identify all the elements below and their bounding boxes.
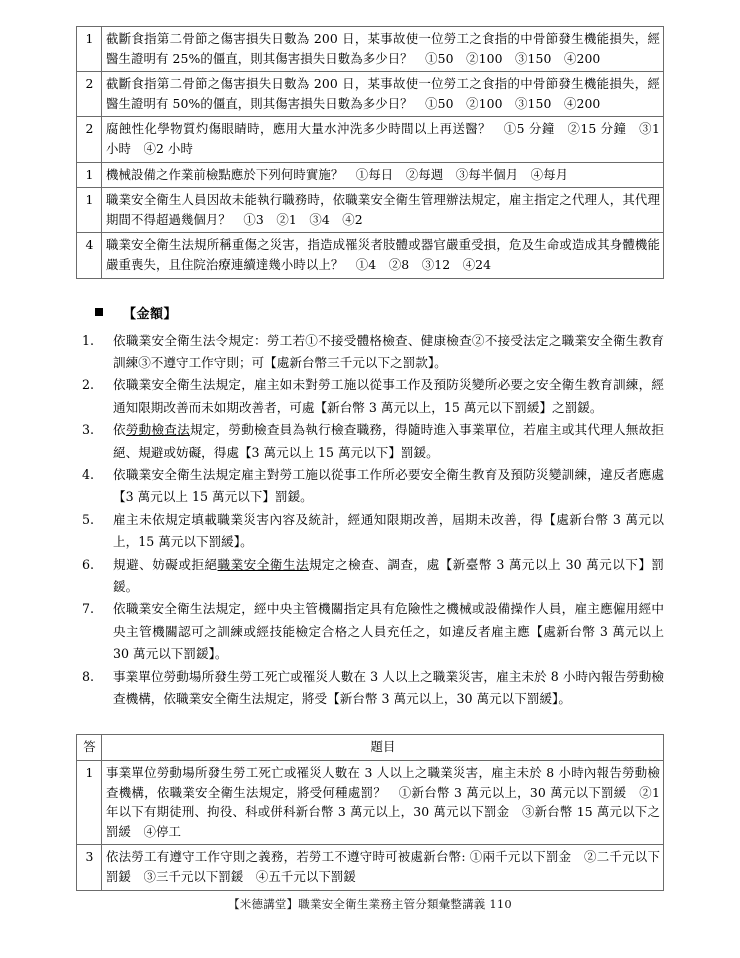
list-item bbox=[76, 374, 664, 419]
list-item-number: 3. bbox=[82, 422, 95, 438]
text-run: 規避、妨礙或拒絕 bbox=[113, 556, 218, 572]
list-item-number: 6. bbox=[82, 556, 95, 572]
list-item-text bbox=[113, 601, 664, 661]
list-item-number: 5. bbox=[82, 511, 95, 527]
top-question-table-body bbox=[77, 27, 664, 279]
square-bullet-icon bbox=[95, 308, 103, 316]
amount-list bbox=[76, 330, 664, 711]
table-row bbox=[77, 72, 664, 117]
list-item-text bbox=[113, 467, 664, 504]
bottom-question-table-body bbox=[77, 735, 664, 890]
answer-cell: 2 bbox=[77, 117, 102, 162]
text-run: 依職業安全衛生法規定，雇主如未對勞工施以從事工作及預防災變所必要之安全衛生教育訓練，經通知限期改善而未如期改善者，可處【新台幣 3 萬元以上，15 萬元以下罰緩】之罰鍰。 bbox=[113, 377, 664, 415]
question-cell: 職業安全衛生人員因故未能執行職務時，依職業安全衛生管理辦法規定，雇主指定之代理人，其代理期間不得超過幾個月？ ①3 ②1 ③4 ④2 bbox=[102, 188, 664, 233]
list-item-text bbox=[113, 422, 664, 459]
list-item-number: 1. bbox=[82, 332, 95, 348]
table-row bbox=[77, 188, 664, 233]
bottom-question-table bbox=[76, 734, 664, 890]
list-item bbox=[76, 554, 664, 599]
question-cell: 事業單位勞動場所發生勞工死亡或罹災人數在 3 人以上之職業災害，雇主未於 8 小時內報告勞動檢查機構，依職業安全衛生法規定，將受何種處罰？ ①新台幣 3 萬元以上，30 萬元以下罰緩 ②1 年以下有期徒刑、拘役、科或併科新台幣 3 萬元以上，30 萬元以下罰金 ③新台幣 15 萬元以下之罰緩 ④停工 bbox=[102, 761, 664, 845]
answer-cell: 4 bbox=[77, 233, 102, 278]
answer-cell: 3 bbox=[77, 845, 102, 890]
list-item bbox=[76, 419, 664, 464]
list-item bbox=[76, 598, 664, 665]
question-cell: 腐蝕性化學物質灼傷眼睛時，應用大量水沖洗多少時間以上再送醫？ ①5 分鐘 ②15 分鐘 ③1 小時 ④2 小時 bbox=[102, 117, 664, 162]
table-header-row bbox=[77, 735, 664, 761]
section-heading bbox=[76, 303, 664, 322]
text-run: 依職業安全衛生法令規定：勞工若①不接受體格檢查、健康檢查②不接受法定之職業安全衛生教育訓練③不遵守工作守則；可【處新台幣三千元以下之罰款】。 bbox=[113, 332, 664, 370]
section-title: 【金額】 bbox=[123, 306, 178, 322]
table-spacer bbox=[76, 710, 664, 734]
table-row bbox=[77, 162, 664, 188]
list-item-text bbox=[113, 669, 664, 706]
table-row bbox=[77, 233, 664, 278]
table-row bbox=[77, 27, 664, 72]
text-run: 雇主未依規定填載職業災害內容及統計，經通知限期改善，屆期未改善，得【處新台幣 3 萬元以上，15 萬元以下罰緩】。 bbox=[113, 511, 664, 550]
underlined-term: 職業安全衛生法 bbox=[217, 556, 309, 572]
list-item bbox=[76, 464, 664, 509]
list-item-text bbox=[113, 557, 664, 594]
list-item-number: 2. bbox=[82, 377, 95, 393]
list-item bbox=[76, 330, 664, 375]
question-cell: 職業安全衛生法規所稱重傷之災害，指造成罹災者肢體或器官嚴重受損，危及生命或造成其身體機能嚴重喪失，且住院治療連續達幾小時以上？ ①4 ②8 ③12 ④24 bbox=[102, 233, 664, 278]
text-run: 事業單位勞動場所發生勞工死亡或罹災人數在 3 人以上之職業災害，雇主未於 8 小時內報告勞動檢查機構，依職業安全衛生法規定，將受【新台幣 3 萬元以上，30 萬元以下罰緩】。 bbox=[113, 668, 664, 707]
question-cell: 機械設備之作業前檢點應於下列何時實施？ ①每日 ②每週 ③每半個月 ④每月 bbox=[102, 162, 664, 188]
list-item bbox=[76, 509, 664, 554]
table-row bbox=[77, 761, 664, 845]
text-run: 依 bbox=[113, 422, 126, 438]
list-item-number: 4. bbox=[82, 466, 95, 482]
table-row bbox=[77, 117, 664, 162]
question-cell: 截斷食指第二骨節之傷害損失日數為 200 日，某事故使一位勞工之食指的中骨節發生機能損失，經醫生證明有 25%的僵直，則其傷害損失日數為多少日？ ①50 ②100 ③150 ④200 bbox=[102, 27, 664, 72]
answer-cell: 1 bbox=[77, 761, 102, 845]
question-cell: 截斷食指第二骨節之傷害損失日數為 200 日，某事故使一位勞工之食指的中骨節發生機能損失，經醫生證明有 50%的僵直，則其傷害損失日數為多少日？ ①50 ②100 ③150 ④200 bbox=[102, 72, 664, 117]
page-footer: 【米德講堂】職業安全衛生業務主管分類彙整講義 110 bbox=[228, 897, 512, 911]
text-run: 依職業安全衛生法規定，經中央主管機關指定具有危險性之機械或設備操作人員，雇主應僱用經中央主管機關認可之訓練或經技能檢定合格之人員充任之，如違反者雇主應【處新台幣 3 萬元以上 30 萬元以下罰鍰】。 bbox=[113, 601, 664, 662]
text-run: 依職業安全衛生法規定雇主對勞工施以從事工作所必要安全衛生教育及預防災變訓練，違反者應處【3 萬元以上 15 萬元以下】罰鍰。 bbox=[113, 466, 664, 505]
underlined-term: 勞動檢查法 bbox=[125, 422, 190, 438]
list-item bbox=[76, 666, 664, 711]
list-item-text bbox=[113, 333, 664, 370]
list-item-number: 8. bbox=[82, 668, 95, 684]
list-item-text bbox=[113, 377, 664, 414]
table-row bbox=[77, 845, 664, 890]
list-item-number: 7. bbox=[82, 601, 95, 617]
list-item-text bbox=[113, 512, 664, 549]
answer-cell: 1 bbox=[77, 27, 102, 72]
answer-cell: 2 bbox=[77, 72, 102, 117]
answer-column-header: 答 bbox=[77, 735, 102, 761]
text-run: 規定之檢查、調查，處【新臺幣 3 萬元以上 30 萬元以下】罰鍰。 bbox=[113, 556, 665, 594]
answer-cell: 1 bbox=[77, 162, 102, 188]
document-content bbox=[76, 26, 664, 891]
answer-cell: 1 bbox=[77, 188, 102, 233]
question-column-header: 題目 bbox=[102, 735, 664, 761]
text-run: 規定，勞動檢查員為執行檢查職務，得隨時進入事業單位，若雇主或其代理人無故拒絕、規避或妨礙，得處【3 萬元以上 15 萬元以下】罰鍰。 bbox=[113, 422, 665, 460]
question-cell: 依法勞工有遵守工作守則之義務，若勞工不遵守時可被處新台幣: ①兩千元以下罰金 ②二千元以下罰鍰 ③三千元以下罰鍰 ④五千元以下罰鍰 bbox=[102, 845, 664, 890]
top-question-table bbox=[76, 26, 664, 279]
